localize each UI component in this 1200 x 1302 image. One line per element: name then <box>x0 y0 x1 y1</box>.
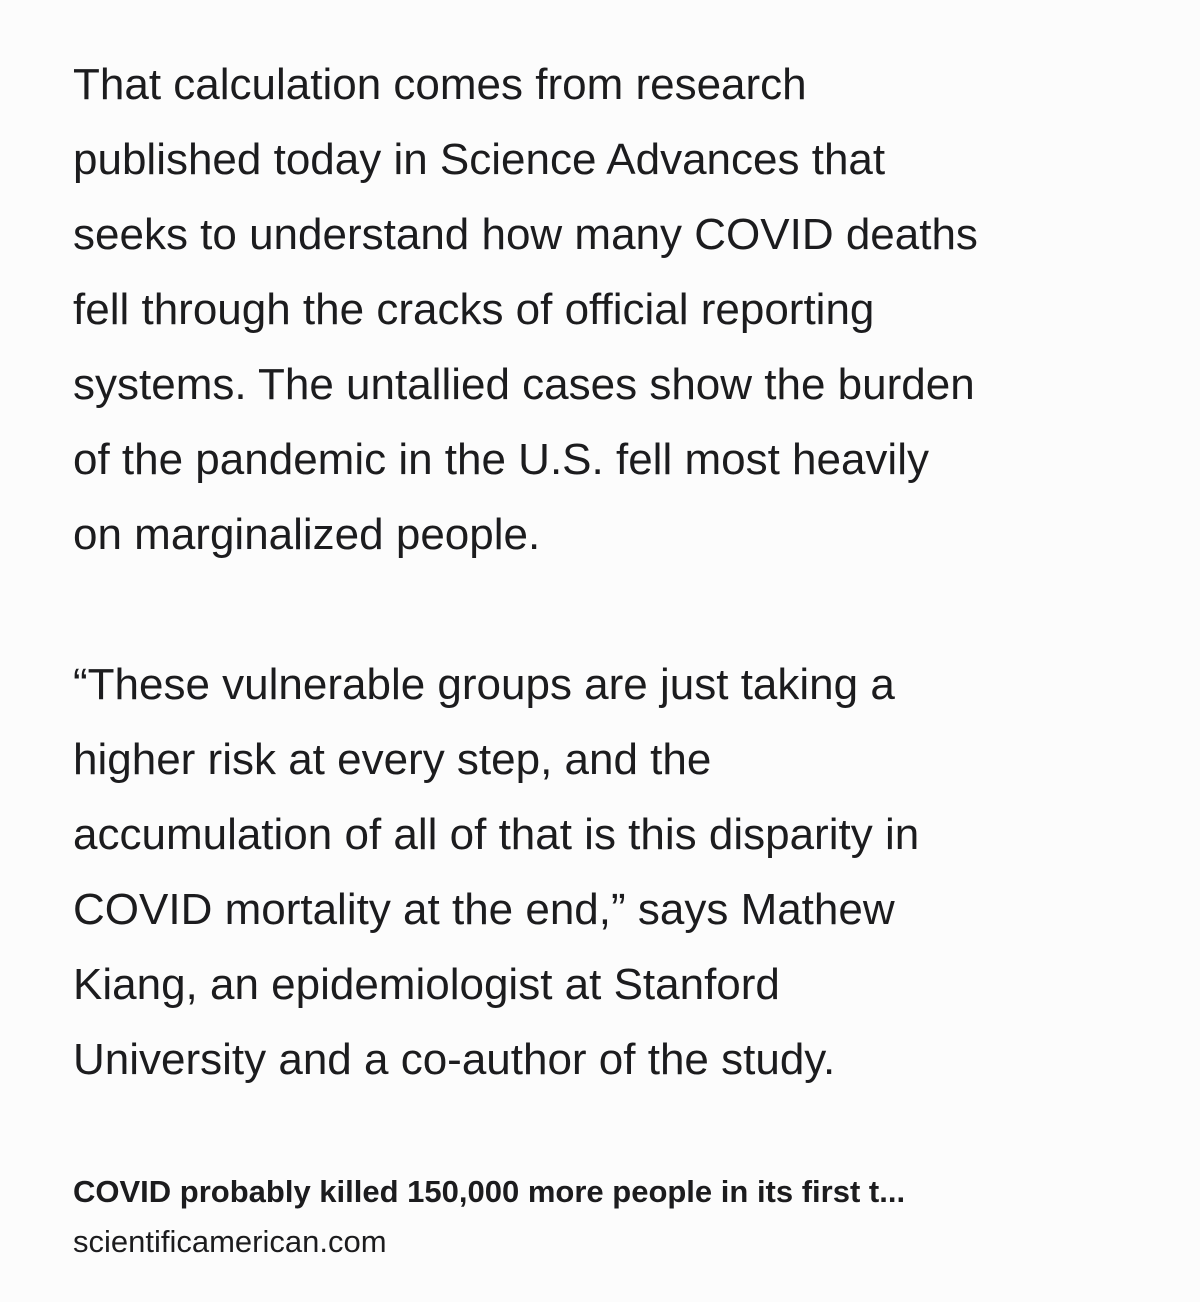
paragraph-2-quote <box>73 647 1173 1097</box>
text-line: of the pandemic in the U.S. fell most heavily <box>73 435 929 484</box>
text-line: accumulation of all of that is this disparity in <box>73 810 920 859</box>
text-line: systems. The untallied cases show the burden <box>73 360 975 409</box>
text-line: Kiang, an epidemiologist at Stanford <box>73 960 780 1009</box>
link-preview[interactable] <box>73 1170 1133 1264</box>
text-line: “These vulnerable groups are just taking a <box>73 660 895 709</box>
text-line: University and a co-author of the study. <box>73 1035 836 1084</box>
link-preview-domain: scientificamerican.com <box>73 1224 387 1259</box>
text-line: published today in Science Advances that <box>73 135 886 184</box>
text-line: higher risk at every step, and the <box>73 735 712 784</box>
text-line: on marginalized people. <box>73 510 541 559</box>
text-line: seeks to understand how many COVID deaths <box>73 210 978 259</box>
text-line: COVID mortality at the end,” says Mathew <box>73 885 895 934</box>
link-preview-title[interactable]: COVID probably killed 150,000 more people in its first t... <box>73 1174 906 1209</box>
text-line: fell through the cracks of official reporting <box>73 285 875 334</box>
article-body <box>73 47 1173 1097</box>
text-line: That calculation comes from research <box>73 60 807 109</box>
paragraph-1 <box>73 47 1173 572</box>
